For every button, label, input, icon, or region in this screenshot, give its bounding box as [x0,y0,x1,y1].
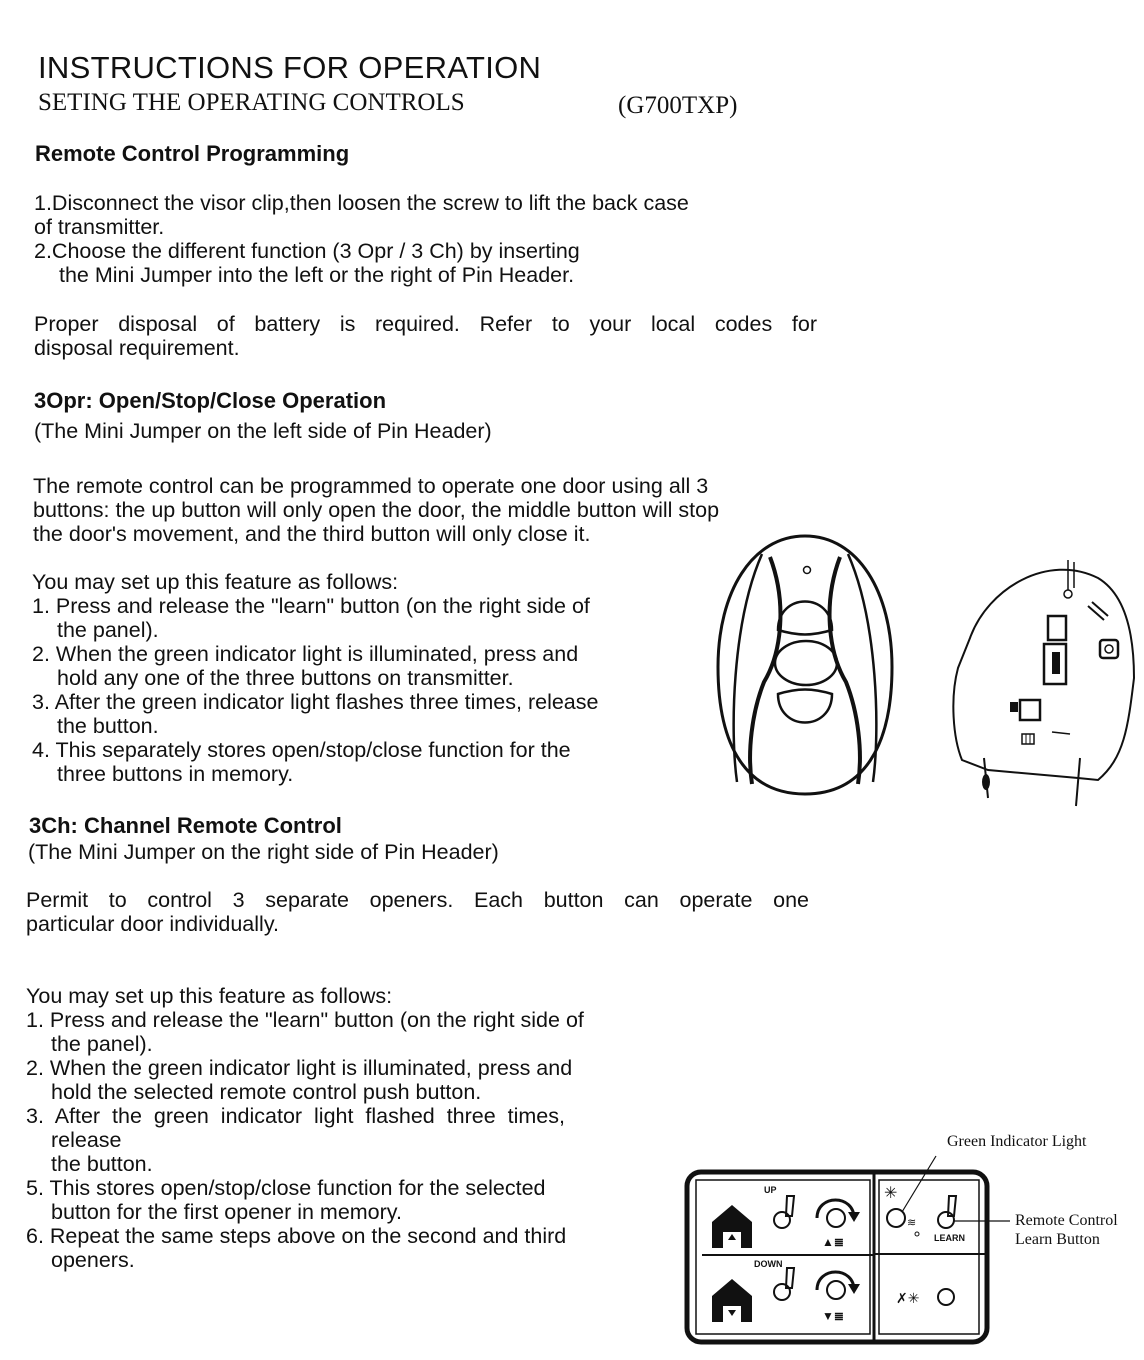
3opr-steps [32,570,598,786]
learn-button-label [1015,1211,1118,1249]
3ch-subheading: (The Mini Jumper on the right side of Pin Header) [28,840,499,864]
step-1-line-2: of transmitter. [34,215,165,239]
led-icon [804,567,811,574]
battery-line-2: disposal requirement. [34,336,240,360]
wall-control-panel-diagram [684,1150,1024,1345]
learn-label: LEARN [934,1233,965,1243]
3ch-step-1b: the panel). [51,1032,153,1056]
programming-heading: Remote Control Programming [35,141,350,166]
up-spring-icon: ▲≣ [822,1235,844,1249]
up-label: UP [764,1185,777,1195]
3ch-step-5b: button for the first opener in memory. [51,1200,402,1224]
down-spring-icon: ▼≣ [822,1309,844,1323]
3ch-step-1a: 1. Press and release the "learn" button (on the right side of [26,1008,584,1032]
3ch-steps [26,984,584,1272]
rotate-counterclockwise-icon [817,1272,860,1299]
stop-button-icon [775,641,837,685]
3ch-intro: You may set up this feature as follows: [26,984,393,1008]
3opr-desc-line-3: the door's movement, and the third button will only close it. [33,522,591,546]
house-down-icon [712,1279,752,1322]
3opr-subheading: (The Mini Jumper on the left side of Pin Header) [34,419,492,443]
3ch-step-3b: release [51,1128,122,1152]
3opr-step-1a: 1. Press and release the "learn" button (on the right side of [32,594,590,618]
green-indicator-light-icon [887,1209,905,1227]
down-label: DOWN [754,1259,783,1269]
step-1-line-1: 1.Disconnect the visor clip,then loosen the screw to lift the back case [34,191,689,215]
3opr-step-3a: 3. After the green indicator light flashes three times, release [32,690,599,714]
light-icon: ✳ [884,1185,898,1202]
wireless-icon: ≋ [907,1217,917,1229]
3opr-desc-line-1: The remote control can be programmed to operate one door using all 3 [33,474,709,498]
3ch-desc-line-2: particular door individually. [26,912,279,936]
3opr-heading: 3Opr: Open/Stop/Close Operation [34,388,387,413]
3ch-step-3c: the button. [51,1152,153,1176]
model-number: (G700TXP) [618,92,738,119]
3opr-step-1b: the panel). [57,618,159,642]
rotate-clockwise-icon [817,1200,860,1227]
programming-steps [34,191,689,287]
remote-transmitter-illustration [712,532,898,802]
light-button-icon [938,1289,954,1305]
switch-down-icon [774,1268,794,1300]
3ch-step-2a: 2. When the green indicator light is illuminated, press and [26,1056,573,1080]
3ch-desc-line-1: Permit to control 3 separate openers. Each button can operate one [26,888,809,912]
page-title: INSTRUCTIONS FOR OPERATION [38,50,542,85]
3opr-step-4b: three buttons in memory. [57,762,294,786]
learn-button-label-line-2: Learn Button [1015,1231,1100,1248]
3opr-step-4a: 4. This separately stores open/stop/close function for the [32,738,571,762]
page-subtitle: SETING THE OPERATING CONTROLS [38,89,465,116]
3ch-step-6a: 6. Repeat the same steps above on the second and third [26,1224,567,1248]
learn-button-label-line-1: Remote Control [1015,1212,1118,1229]
down-button-icon [778,690,832,723]
switch-up-icon [774,1196,794,1228]
learn-button-icon [938,1196,956,1228]
3opr-step-2a: 2. When the green indicator light is illuminated, press and [32,642,579,666]
battery-note [34,312,817,360]
3opr-desc-line-2: buttons: the up button will only open the door, the middle button will stop [33,498,720,522]
learn-switch-icon [1020,700,1040,720]
3opr-step-3b: the button. [57,714,159,738]
step-2-line-1: 2.Choose the different function (3 Opr / 3 Ch) by inserting [34,239,580,263]
circuit-board-illustration [948,548,1138,808]
3ch-description [26,888,809,936]
3ch-step-5a: 5. This stores open/stop/close function for the selected [26,1176,546,1200]
3ch-heading: 3Ch: Channel Remote Control [29,813,342,838]
3ch-step-3a: 3. After the green indicator light flashed three times, [26,1104,565,1128]
green-indicator-label: Green Indicator Light [947,1133,1087,1150]
house-up-icon [712,1205,752,1248]
3opr-step-2b: hold any one of the three buttons on transmitter. [57,666,514,690]
wrench-light-icon: ✗✳ [896,1290,920,1306]
up-button-icon [778,602,832,635]
3opr-intro: You may set up this feature as follows: [32,570,399,594]
pin-header-icon [1022,734,1034,744]
battery-line-1: Proper disposal of battery is required. Refer to your local codes for [34,312,817,336]
step-2-line-2: the Mini Jumper into the left or the right of Pin Header. [59,263,575,287]
3ch-step-6b: openers. [51,1248,135,1272]
3ch-step-2b: hold the selected remote control push button. [51,1080,482,1104]
3opr-description [33,474,719,546]
